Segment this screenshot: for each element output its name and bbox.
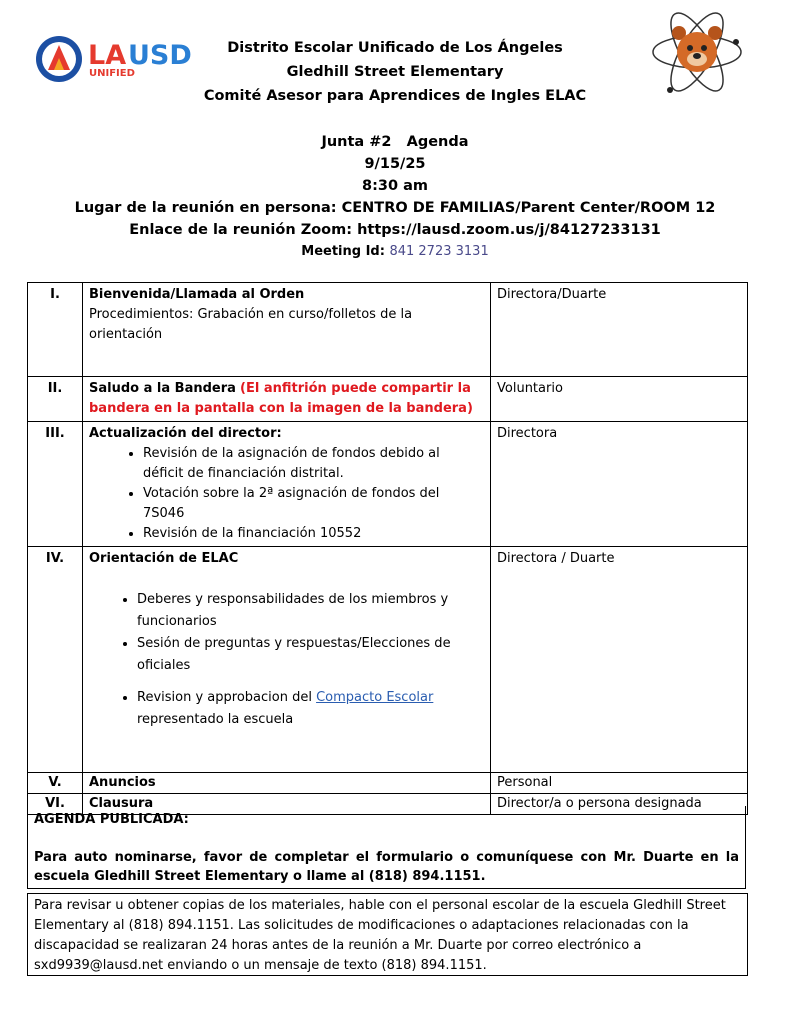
- agenda-item-desc: Procedimientos: Grabación en curso/folletos de la orientación: [89, 307, 413, 342]
- agenda-row: [28, 773, 748, 794]
- agenda-item-note: (El anfitrión puede compartir la bandera en la pantalla con la imagen de la bandera): [89, 381, 473, 416]
- list-item-text: Revision y approbacion del: [137, 690, 317, 705]
- agenda-item: [83, 422, 491, 547]
- compacto-escolar-link[interactable]: Compacto Escolar: [316, 690, 434, 705]
- list-item: • Deberes y responsabilidades de los miembros y funcionarios: [137, 589, 484, 633]
- committee-name: Comité Asesor para Aprendices de Ingles ELAC: [203, 88, 587, 104]
- agenda-item: [83, 283, 491, 377]
- meeting-id: [0, 241, 790, 263]
- list-item: [137, 687, 484, 731]
- meeting-id-label: Meeting Id:: [301, 244, 385, 259]
- agenda-item-title: Anuncios: [83, 773, 491, 794]
- agenda-row: [28, 547, 748, 773]
- logo-text-unified: UNIFIED: [89, 68, 135, 79]
- agenda-num: V.: [28, 773, 83, 794]
- logo-text-usd: USD: [128, 40, 192, 71]
- meeting-info: [0, 131, 790, 263]
- agenda-num: IV.: [28, 547, 83, 773]
- agenda-bullet-list: [89, 444, 484, 544]
- list-item-text: representado la escuela: [137, 712, 294, 727]
- agenda-presenter: Voluntario: [491, 377, 748, 422]
- agenda-num: VI.: [28, 794, 83, 815]
- agenda-presenter: Directora: [491, 422, 748, 547]
- agenda-item-title: Saludo a la Bandera: [89, 381, 236, 396]
- agenda-item-title: Actualización del director:: [89, 426, 282, 441]
- list-item: • Votación sobre la 2ª asignación de fondos del 7S046: [143, 484, 484, 524]
- agenda-bullet-list: [89, 589, 484, 731]
- school-name: Gledhill Street Elementary: [286, 64, 504, 80]
- list-item: • Revisión de la asignación de fondos debido al déficit de financiación distrital.: [143, 444, 484, 484]
- agenda-presenter: Directora / Duarte: [491, 547, 748, 773]
- published-notice: [27, 806, 746, 889]
- meeting-title: Junta #2 Agenda: [321, 134, 469, 150]
- meeting-id-value: 841 2723 3131: [389, 244, 489, 259]
- list-item: • Revisión de la financiación 10552: [143, 524, 484, 544]
- list-item: • Sesión de preguntas y respuestas/Elecciones de oficiales: [137, 633, 484, 677]
- school-header: [0, 36, 790, 108]
- district-name: Distrito Escolar Unificado de Los Ángeles: [227, 40, 563, 56]
- agenda-item-title: Orientación de ELAC: [89, 551, 239, 566]
- agenda-num: II.: [28, 377, 83, 422]
- materials-notice: Para revisar u obtener copias de los materiales, hable con el personal escolar de la escuela Gledhill Street Elementary al (818) 894.1151. Las solicitudes de modificaciones o adaptaciones relacionadas con la discapacidad se realizaran 24 horas antes de la reunión a Mr. Duarte por correo electrónico a sxd9939@lausd.net enviando o un mensaje de texto (818) 894.1151.: [27, 893, 748, 976]
- agenda-presenter: Director/a o persona designada: [491, 794, 748, 815]
- meeting-date: 9/15/25: [364, 156, 426, 172]
- agenda-item: [83, 377, 491, 422]
- published-label: AGENDA PUBLICADA:: [34, 812, 189, 827]
- agenda-row: [28, 377, 748, 422]
- agenda-num: III.: [28, 422, 83, 547]
- agenda-presenter: Directora/Duarte: [491, 283, 748, 377]
- meeting-time: 8:30 am: [361, 178, 428, 194]
- agenda-num: I.: [28, 283, 83, 377]
- agenda-table: [27, 282, 748, 815]
- agenda-item: [83, 547, 491, 773]
- agenda-item-title: Bienvenida/Llamada al Orden: [89, 287, 305, 302]
- nomination-notice: Para auto nominarse, favor de completar el formulario o comuníquese con Mr. Duarte en la escuela Gledhill Street Elementary o llame al (818) 894.1151.: [34, 850, 739, 884]
- zoom-link[interactable]: Enlace de la reunión Zoom: https://lausd.zoom.us/j/84127233131: [129, 222, 661, 238]
- agenda-presenter: Personal: [491, 773, 748, 794]
- logo-text-la: LA: [88, 40, 127, 71]
- agenda-item-title: Clausura: [83, 794, 491, 815]
- meeting-location: Lugar de la reunión en persona: CENTRO DE FAMILIAS/Parent Center/ROOM 12: [74, 200, 716, 216]
- agenda-row: [28, 422, 748, 547]
- agenda-row: [28, 283, 748, 377]
